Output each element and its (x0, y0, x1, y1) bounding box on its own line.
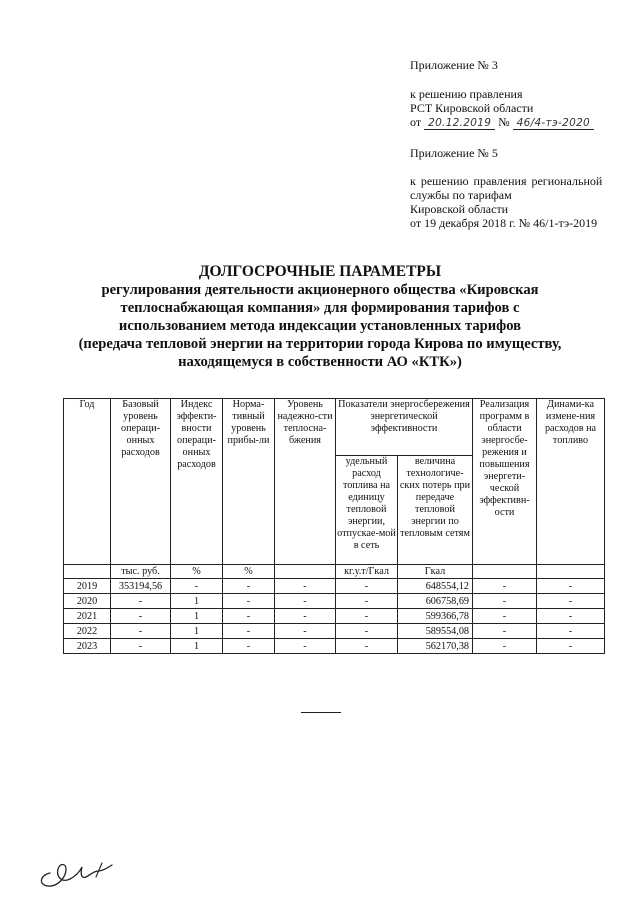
cell-programs: - (473, 624, 537, 639)
cell-reliability: - (275, 639, 336, 654)
cell-dynamics: - (537, 579, 605, 594)
signature-icon (36, 855, 126, 889)
attachment5-line4: от 19 декабря 2018 г. № 46/1-тэ-2019 (410, 216, 598, 230)
cell-profit: - (223, 609, 275, 624)
cell-year: 2020 (64, 594, 111, 609)
cell-reliability: - (275, 594, 336, 609)
units-row (64, 565, 605, 579)
unit-efficiency-index: % (171, 565, 223, 579)
cell-index: 1 (171, 639, 223, 654)
table-row (64, 594, 605, 609)
attachment5-line1: к решению правления региональной (410, 174, 603, 188)
separator-line (301, 712, 341, 713)
attachment3-decision-line2: РСТ Кировской области (410, 101, 534, 115)
cell-dynamics: - (537, 609, 605, 624)
cell-dynamics: - (537, 594, 605, 609)
cell-year: 2019 (64, 579, 111, 594)
handwritten-number: 46/4-тэ-2020 (513, 117, 594, 130)
header-year: Год (64, 399, 111, 565)
unit-specific-fuel: кг.у.т/Гкал (336, 565, 398, 579)
unit-normative-profit: % (223, 565, 275, 579)
cell-base: - (111, 609, 171, 624)
cell-year: 2023 (64, 639, 111, 654)
attachment3-date-line (410, 115, 594, 130)
cell-year: 2021 (64, 609, 111, 624)
handwritten-date: 20.12.2019 (424, 117, 495, 130)
cell-reliability: - (275, 579, 336, 594)
header-reliability: Уровень надежно-сти теплосна-бжения (275, 399, 336, 565)
attachment5-title: Приложение № 5 (410, 146, 498, 160)
table-row (64, 579, 605, 594)
cell-fuel: - (336, 624, 398, 639)
cell-index: 1 (171, 624, 223, 639)
cell-losses: 599366,78 (398, 609, 473, 624)
header-specific-fuel: удельный расход топлива на единицу тепловой энергии, отпускае-мой в сеть (336, 456, 398, 565)
cell-losses: 589554,08 (398, 624, 473, 639)
cell-programs: - (473, 594, 537, 609)
unit-heat-losses: Гкал (398, 565, 473, 579)
heading-line3: использованием метода индексации установленных тарифов (118, 318, 522, 334)
heading-line2: теплоснабжающая компания» для формирования тарифов с (120, 300, 520, 316)
table-row (64, 609, 605, 624)
table-row (64, 639, 605, 654)
cell-profit: - (223, 579, 275, 594)
parameters-table (63, 398, 605, 654)
cell-profit: - (223, 639, 275, 654)
cell-base: - (111, 639, 171, 654)
cell-index: - (171, 579, 223, 594)
cell-programs: - (473, 639, 537, 654)
cell-index: 1 (171, 609, 223, 624)
cell-year: 2022 (64, 624, 111, 639)
attachment5-line2: службы по тарифам (410, 188, 512, 202)
document-heading (50, 263, 590, 371)
header-energy-saving-group: Показатели энергосбережения энергетической эффективности (336, 399, 473, 456)
cell-dynamics: - (537, 624, 605, 639)
heading-main: ДОЛГОСРОЧНЫЕ ПАРАМЕТРЫ (198, 263, 442, 280)
attachment3-title: Приложение № 3 (410, 58, 498, 72)
cell-base: 353194,56 (111, 579, 171, 594)
header-heat-losses: величина технологиче-ских потерь при передаче тепловой энергии по тепловым сетям (398, 456, 473, 565)
cell-programs: - (473, 579, 537, 594)
header-fuel-dynamics: Динами-ка измене-ния расходов на топливо (537, 399, 605, 565)
table-row (64, 624, 605, 639)
cell-fuel: - (336, 639, 398, 654)
cell-programs: - (473, 609, 537, 624)
header-normative-profit: Норма-тивный уровень прибы-ли (223, 399, 275, 565)
heading-line5: находящемуся в собственности АО «КТК») (178, 354, 462, 370)
header-base-level: Базовый уровень операци-онных расходов (111, 399, 171, 565)
attachment5-line3: Кировской области (410, 202, 509, 216)
cell-profit: - (223, 594, 275, 609)
number-sign: № (498, 115, 510, 129)
header-efficiency-index: Индекс эффекти-вности операци-онных расходов (171, 399, 223, 565)
cell-losses: 606758,69 (398, 594, 473, 609)
date-prefix: от (410, 115, 422, 129)
cell-reliability: - (275, 609, 336, 624)
header-programs: Реализация программ в области энергосбе-режения и повышения энергети-ческой эффективн-ости (473, 399, 537, 565)
cell-base: - (111, 624, 171, 639)
cell-fuel: - (336, 609, 398, 624)
cell-index: 1 (171, 594, 223, 609)
cell-losses: 562170,38 (398, 639, 473, 654)
cell-base: - (111, 594, 171, 609)
heading-line4: (передача тепловой энергии на территории города Кирова по имуществу, (78, 336, 562, 352)
cell-losses: 648554,12 (398, 579, 473, 594)
cell-fuel: - (336, 579, 398, 594)
cell-reliability: - (275, 624, 336, 639)
heading-line1: регулирования деятельности акционерного общества «Кировская (101, 282, 539, 298)
cell-dynamics: - (537, 639, 605, 654)
unit-base-level: тыс. руб. (111, 565, 171, 579)
attachment3-decision-line1: к решению правления (410, 87, 523, 101)
cell-profit: - (223, 624, 275, 639)
cell-fuel: - (336, 594, 398, 609)
